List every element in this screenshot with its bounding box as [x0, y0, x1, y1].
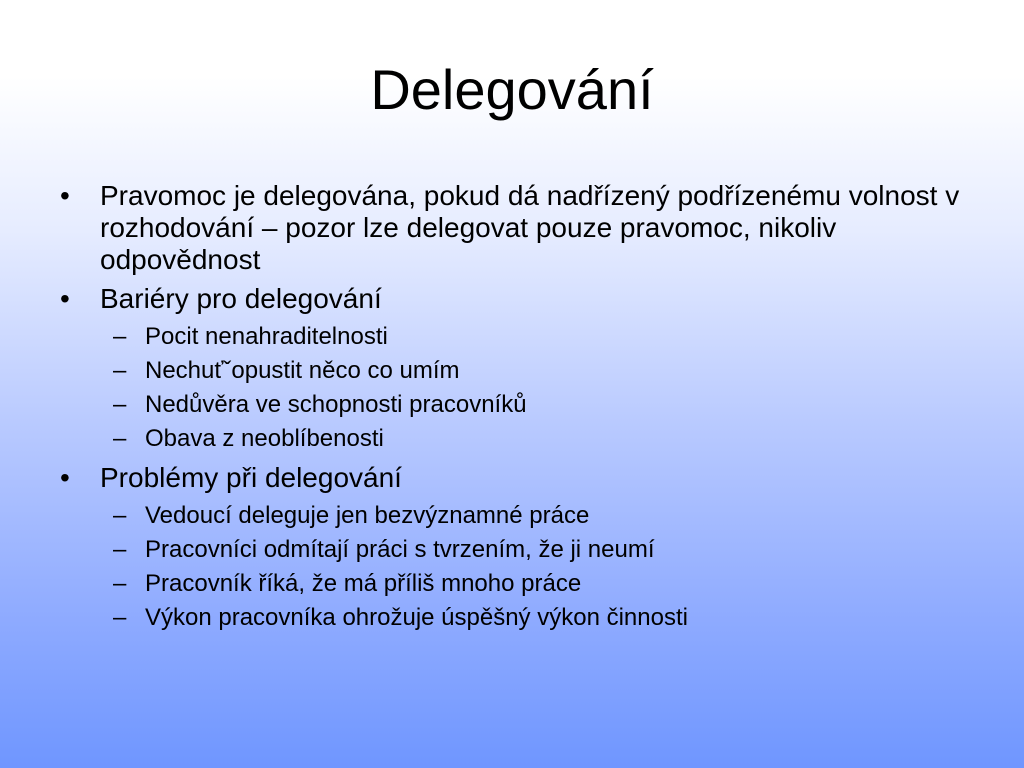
bullet-point-3 [58, 462, 988, 494]
sub-point [58, 322, 988, 352]
sub-point [58, 356, 988, 386]
bullet-text: Pravomoc je delegována, pokud dá nadřízený podřízenému volnost v rozhodování – pozor lze delegovat pouze pravomoc, nikoliv odpovědnost [100, 180, 960, 275]
sub-point-text: Nedůvěra ve schopnosti pracovníků [145, 391, 527, 418]
dash-marker: – [113, 425, 127, 452]
sub-point-text: Vedoucí deleguje jen bezvýznamné práce [145, 502, 590, 529]
bullet-text: Bariéry pro delegování [100, 283, 382, 314]
dash-marker: – [113, 536, 127, 563]
bullet-point-1 [58, 180, 988, 276]
dash-marker: – [113, 570, 127, 597]
sub-point [58, 603, 988, 633]
slide-title: Delegování [370, 58, 654, 121]
sub-point [58, 535, 988, 565]
bullet-text: Problémy při delegování [100, 462, 402, 493]
slide-body [58, 180, 988, 637]
sub-point-text: Výkon pracovníka ohrožuje úspěšný výkon činnosti [145, 604, 688, 631]
dash-marker: – [113, 323, 127, 350]
sub-point-text: Pocit nenahraditelnosti [145, 323, 388, 350]
bullet-marker: • [60, 283, 70, 314]
bullet-point-2 [58, 283, 988, 315]
sub-point-text: Pracovník říká, že má příliš mnoho práce [145, 570, 582, 597]
sub-point [58, 390, 988, 420]
sub-point [58, 569, 988, 599]
sub-point-text: Pracovníci odmítají práci s tvrzením, že ji neumí [145, 536, 655, 563]
sub-point [58, 501, 988, 531]
dash-marker: – [113, 604, 127, 631]
dash-marker: – [113, 357, 127, 384]
sub-point [58, 424, 988, 454]
sub-point-text: Obava z neoblíbenosti [145, 425, 384, 452]
bullet-marker: • [60, 462, 70, 493]
dash-marker: – [113, 391, 127, 418]
bullet-marker: • [60, 180, 70, 211]
sub-point-text: Nechuťˇopustit něco co umím [145, 357, 460, 384]
dash-marker: – [113, 502, 127, 529]
